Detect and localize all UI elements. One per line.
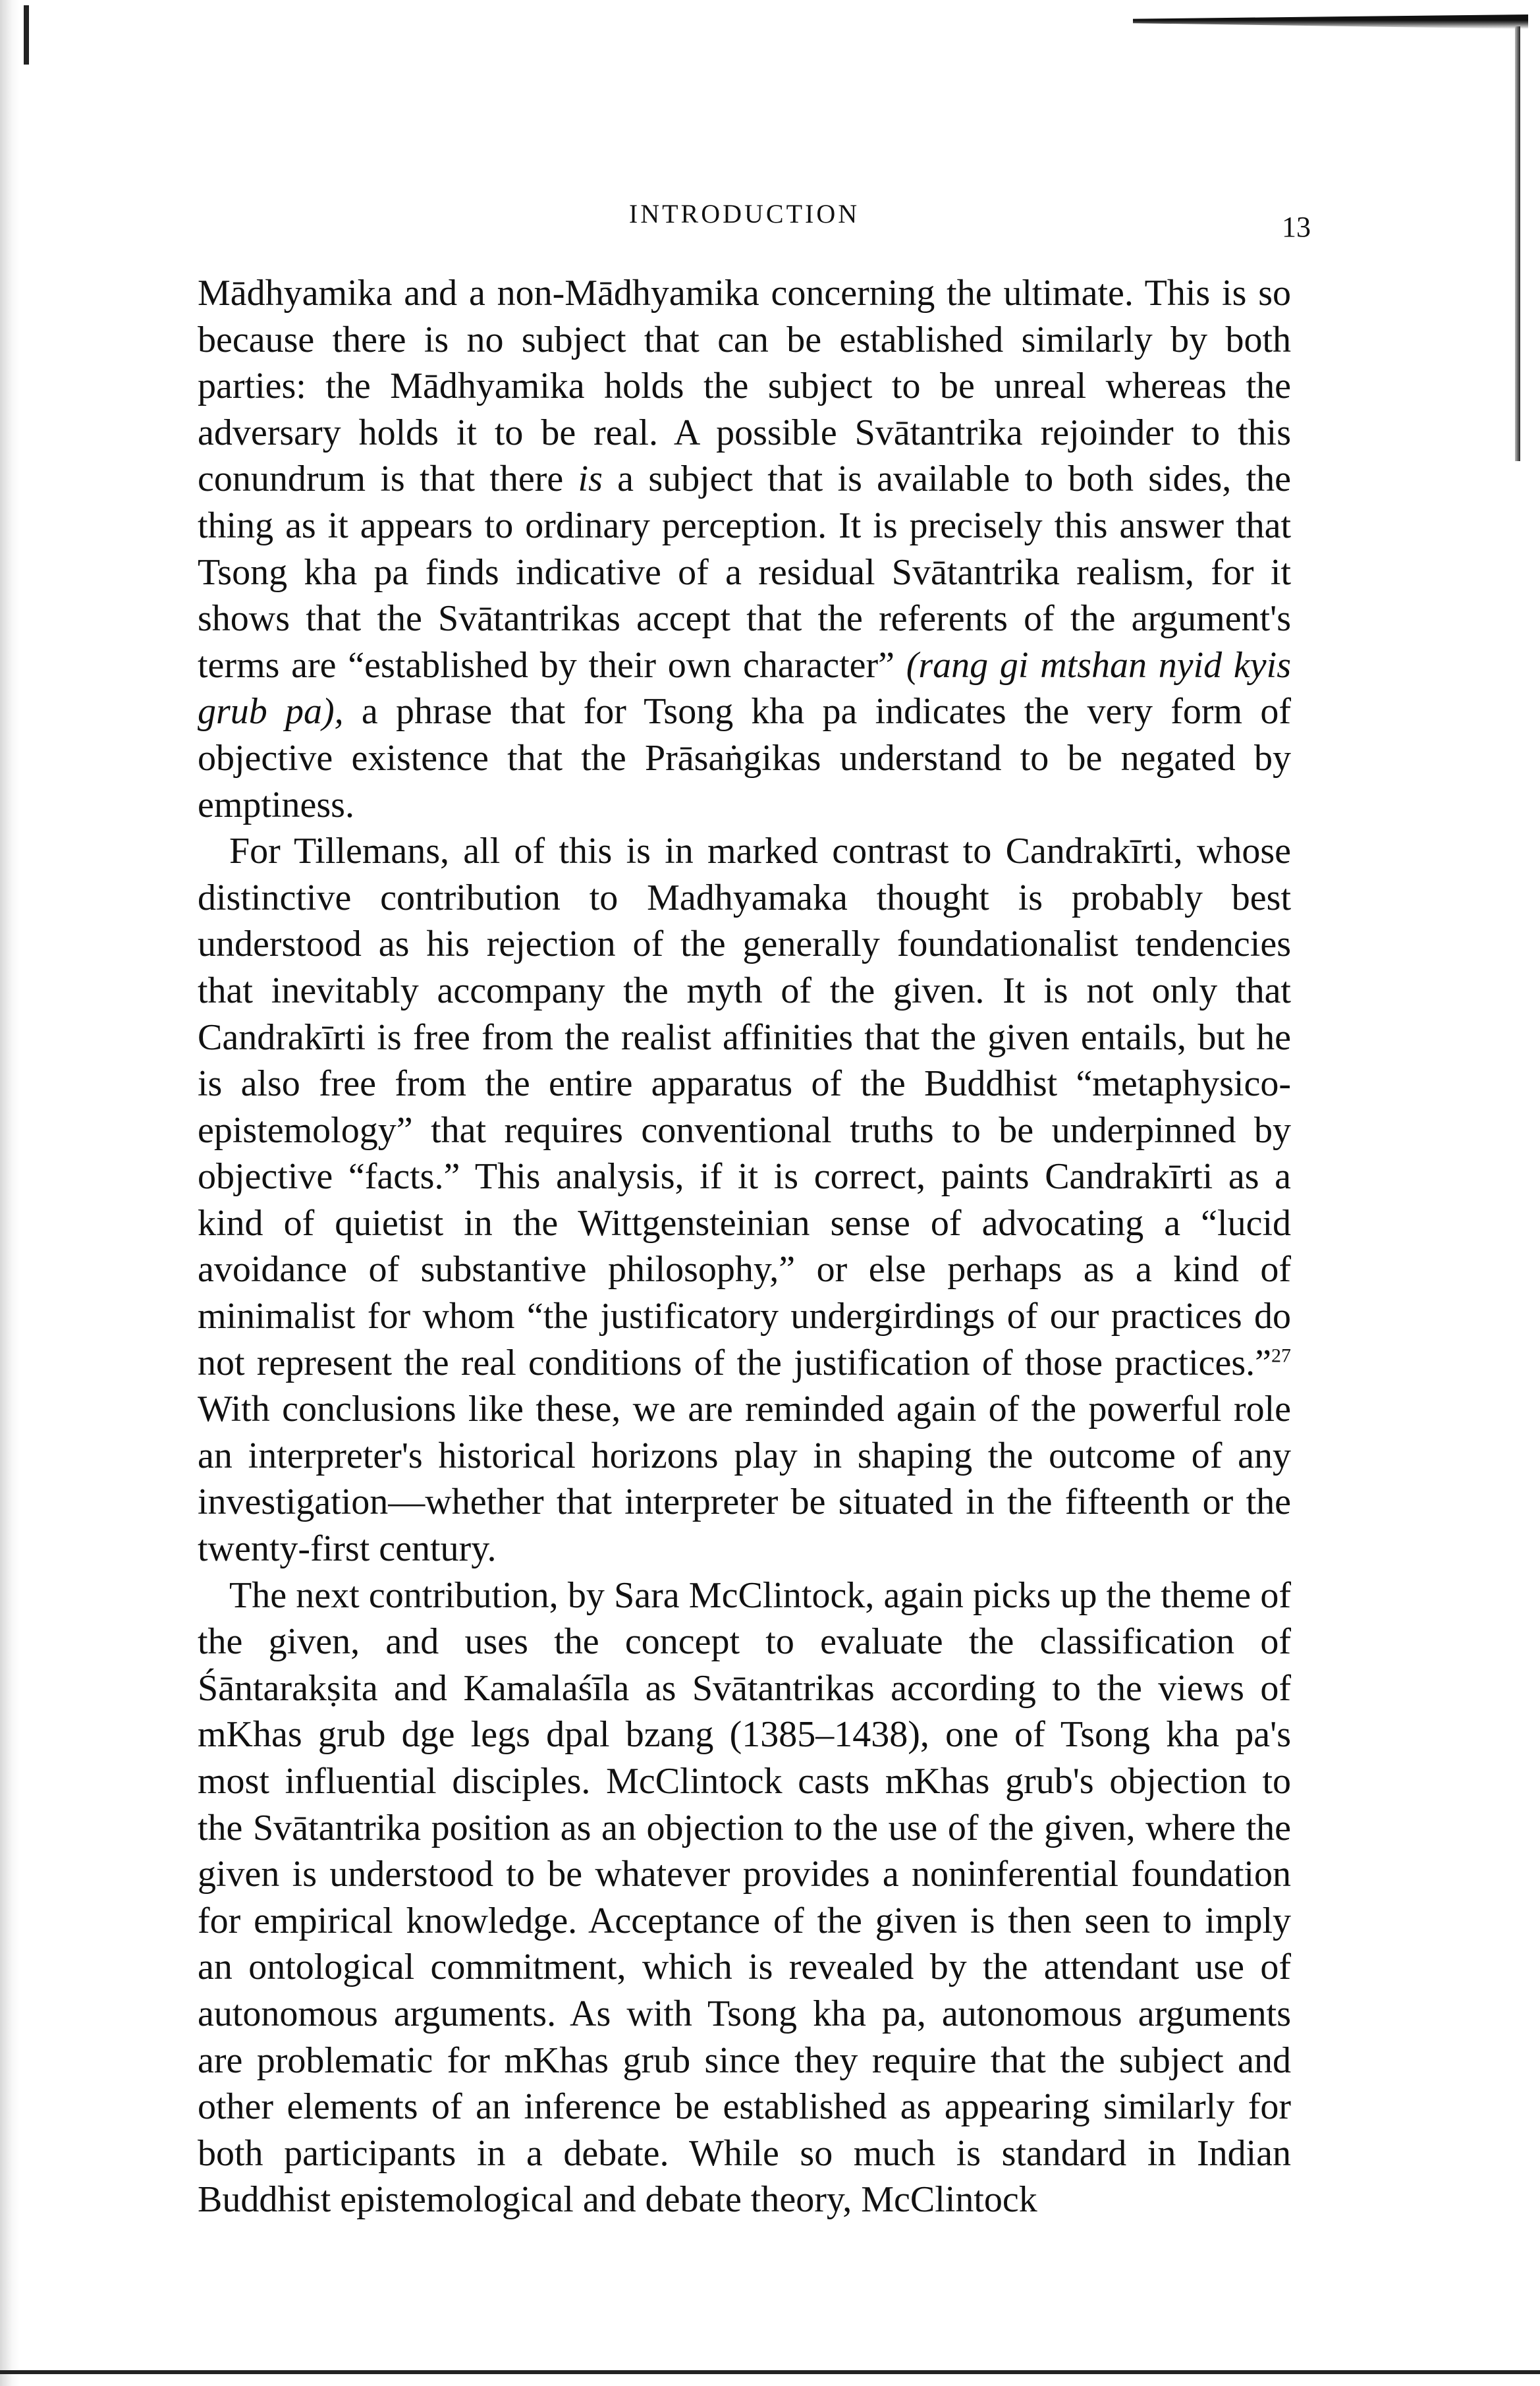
italic-text: is (578, 458, 603, 500)
page-header (198, 191, 1311, 243)
paragraph (198, 270, 1291, 828)
paragraph (198, 828, 1291, 1572)
scan-corner-mark (24, 5, 29, 65)
scan-bottom-edge (0, 2370, 1540, 2374)
text-run: a subject that is available to both sides, the thing as it appears to ordinary perception. It is precisely this answer that Tsong kha pa finds indicative of a residual Svātantrika realism, for it shows that the Svātantrikas accept that the referents of the argument's terms are “established by their own character” (198, 458, 1291, 686)
text-run: For Tillemans, all of this is in marked contrast to Candrakīrti, whose distinctive contribution to Madhyamaka thought is probably best understood as his rejection of the generally foundationalist tendencies that inevitably accompany the myth of the given. It is not only that Candrakīrti is free from the realist affinities that the given entails, but he is also free from the entire apparatus of the Buddhist “metaphysico-epistemology” that requires conventional truths to be underpinned by objective “facts.” This analysis, if it is correct, paints Candrakīrti as a kind of quietist in the Wittgensteinian sense of advocating a “lucid avoidance of substantive philosophy,” or else perhaps as a kind of minimalist for whom “the justificatory undergirdings of our practices do not represent the real conditions of the justification of those practices.” (198, 831, 1291, 1383)
text-run: a phrase that for Tsong kha pa indicates the very form of objective existence that the Prāsaṅgikas understand to be negated by emptiness. (198, 691, 1291, 825)
text-run: With conclusions like these, we are reminded again of the powerful role an interpreter's historical horizons play in shaping the outcome of any investigation—whether that interpreter be situated in the fifteenth or the twenty-first century. (198, 1389, 1291, 1570)
scan-right-edge-shadow (1515, 26, 1520, 461)
scan-left-shadow (0, 0, 20, 2386)
text-run: The next contribution, by Sara McClintock, again picks up the theme of the given, and uses the concept to evaluate the classification of Śāntarakṣita and Kamalaśīla as Svātantrikas according to the views of mKhas grub dge legs dpal bzang (1385–1438), one of Tsong kha pa's most influential disciples. McClintock casts mKhas grub's objection to the Svātantrika position as an objection to the use of the given, where the given is understood to be whatever provides a noninferential foundation for empirical knowledge. Acceptance of the given is then seen to imply an ontological commitment, which is revealed by the attendant use of autonomous arguments. As with Tsong kha pa, autonomous arguments are problematic for mKhas grub since they require that the subject and other elements of an inference be established as appearing similarly for both participants in a debate. While so much is standard in Indian Buddhist epistemological and debate theory, McClintock (198, 1574, 1291, 2221)
paragraph (198, 1572, 1291, 2223)
italic-text: (rang gi mtshan nyid kyis grub pa), (198, 644, 1291, 733)
footnote-ref: 27 (1271, 1345, 1291, 1366)
scan-top-edge-shadow (1133, 14, 1528, 29)
running-head: INTRODUCTION (628, 199, 860, 229)
page-number: 13 (1282, 211, 1311, 243)
text-run: Mādhyamika and a non-Mādhyamika concerning the ultimate. This is so because there is no subject that can be established similarly by both parties: the Mādhyamika holds the subject to be unreal whereas the adversary holds it to be real. A possible Svātantrika rejoinder to this conundrum is that there (198, 273, 1291, 500)
body-text (198, 270, 1291, 2223)
